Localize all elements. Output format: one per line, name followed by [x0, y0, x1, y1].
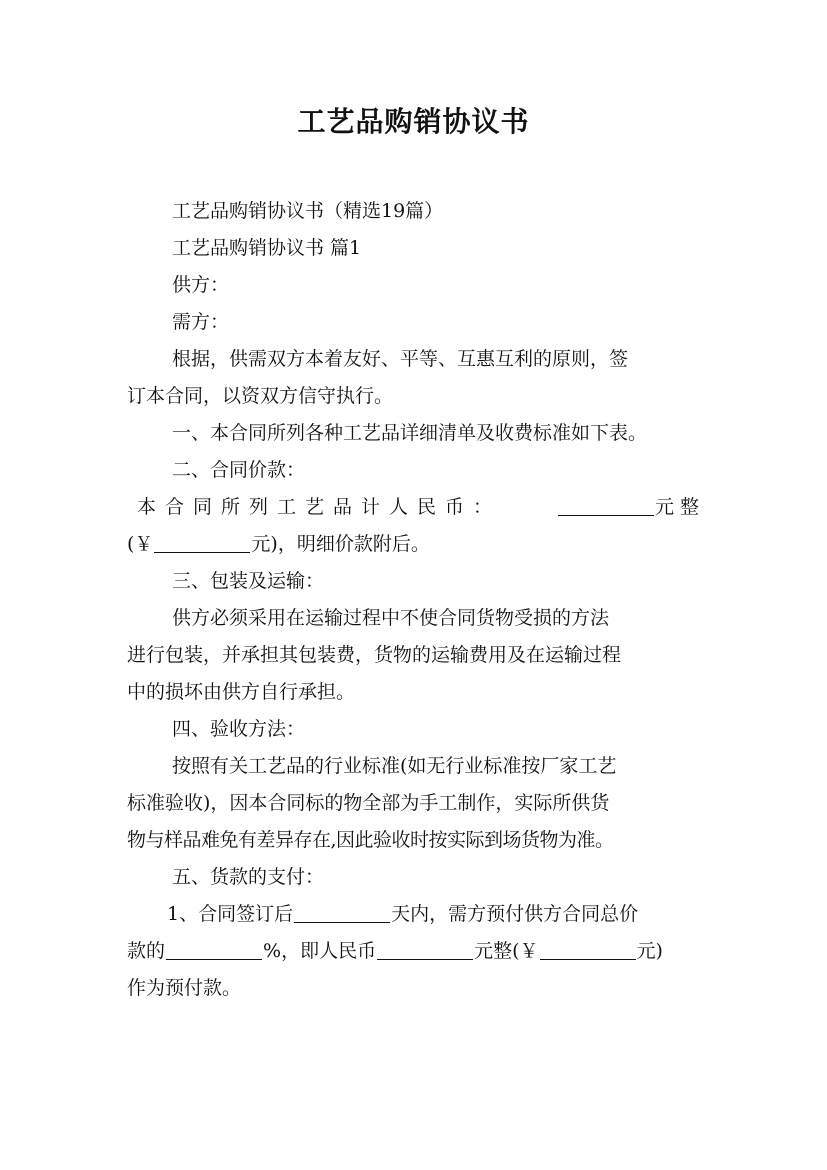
payment-percent-blank [166, 940, 262, 960]
price-line-2-prefix: (￥ [127, 533, 154, 555]
payment-line-1 [127, 896, 705, 933]
clause-4-line-1: 按照有关工艺品的行业标准(如无行业标准按厂家工艺 [172, 755, 617, 777]
paragraph-intro-line-1: 根据，供需双方本着友好、平等、互惠互利的原则，签 [172, 348, 629, 370]
payment-line-2-b: %，即人民币 [263, 940, 377, 962]
price-amount-blank [558, 496, 654, 516]
clause-5-heading: 五、货款的支付： [172, 866, 325, 888]
price-line-1-tail [557, 489, 705, 526]
clause-3-line-3: 中的损坏由供方自行承担。 [127, 681, 356, 703]
subtitle-line: 工艺品购销协议书（精选19篇） [172, 200, 444, 222]
payment-line-2-c: 元整(￥ [474, 940, 539, 962]
price-line-1-unit: 元整 [654, 496, 705, 518]
payment-days-blank [294, 903, 390, 923]
payment-yen-blank [540, 940, 636, 960]
clause-4-line-3: 物与样品难免有差异存在,因此验收时按实际到场货物为准。 [127, 829, 614, 851]
document-body [127, 193, 705, 1007]
paragraph-intro-line-2: 订本合同，以资双方信守执行。 [127, 385, 394, 407]
payment-line-2 [127, 933, 705, 970]
payment-line-2-d: 元) [636, 940, 663, 962]
payment-line-1-prefix: 1、合同签订后 [167, 903, 294, 925]
document-title: 工艺品购销协议书 [297, 105, 530, 138]
payment-line-3: 作为预付款。 [127, 977, 242, 999]
clause-2-heading: 二、合同价款： [172, 459, 306, 481]
price-yen-blank [154, 533, 250, 553]
price-line-2-suffix: 元)，明细价款附后。 [251, 533, 430, 555]
clause-3-line-1: 供方必须采用在运输过程中不使合同货物受损的方法 [172, 607, 610, 629]
clause-4-heading: 四、验收方法： [172, 718, 306, 740]
price-line-2 [127, 526, 705, 563]
clause-4-line-2: 标准验收)，因本合同标的物全部为手工制作，实际所供货 [127, 792, 610, 814]
clause-3-heading: 三、包装及运输： [172, 570, 325, 592]
payment-line-2-a: 款的 [127, 940, 166, 962]
supplier-line: 供方： [172, 274, 230, 296]
buyer-line: 需方： [172, 311, 230, 333]
clause-3-line-2: 进行包装，并承担其包装费，货物的运输费用及在运输过程 [127, 644, 622, 666]
payment-line-1-suffix: 天内，需方预付供方合同总价 [391, 903, 639, 925]
price-line-1-label: 本合同所列工艺品计人民币： [137, 496, 502, 518]
section-heading: 工艺品购销协议书 篇1 [172, 237, 362, 259]
price-line-1 [127, 489, 705, 526]
clause-1: 一、本合同所列各种工艺品详细清单及收费标准如下表。 [172, 422, 648, 444]
payment-rmb-blank [377, 940, 473, 960]
